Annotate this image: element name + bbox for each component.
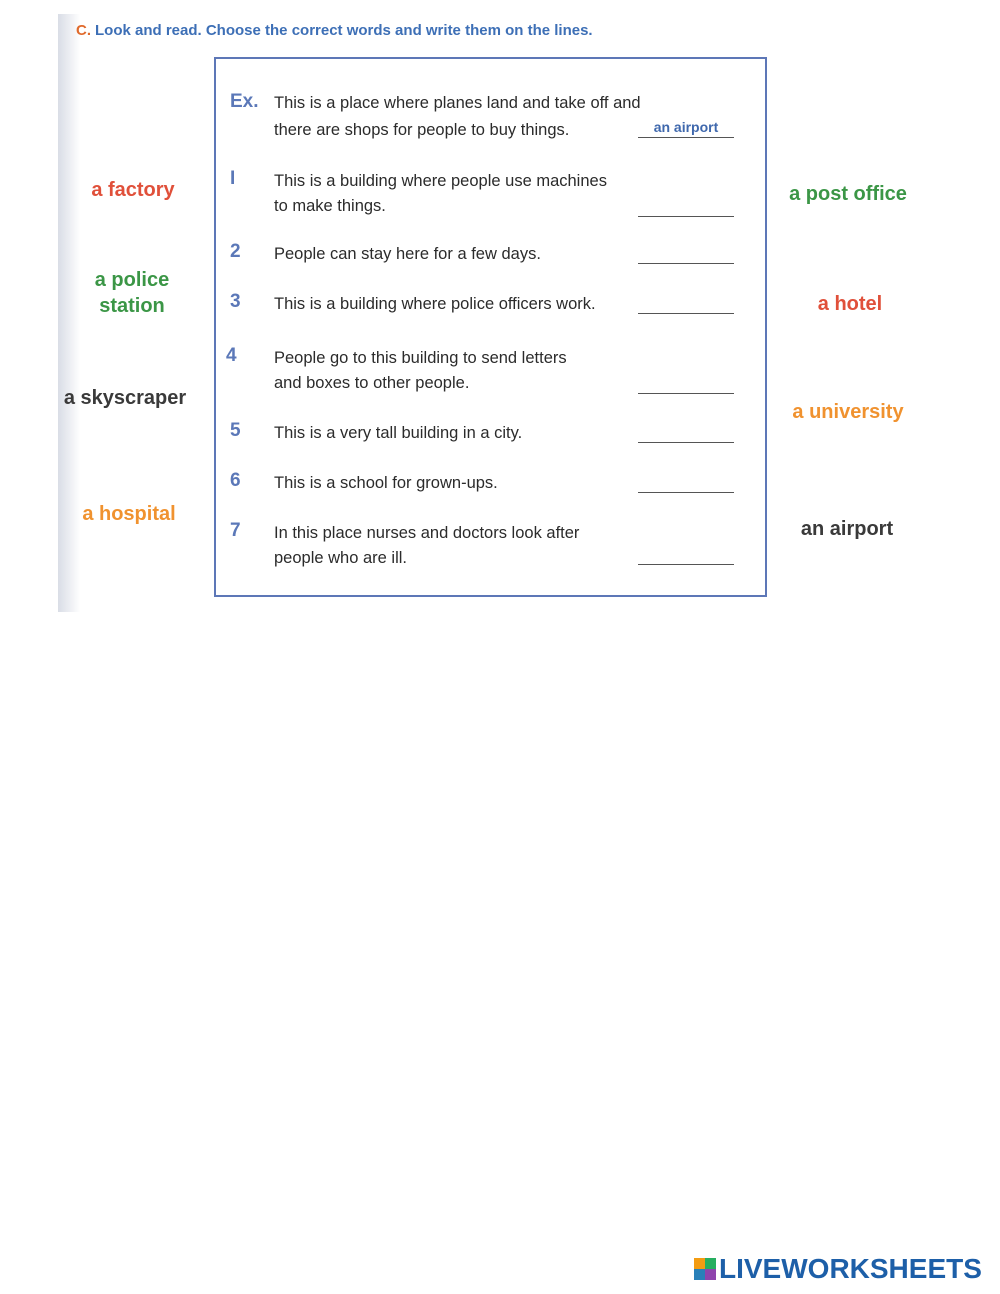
liveworksheets-logo-icon [694,1258,716,1280]
item-line-2: people who are ill. [274,549,407,567]
liveworksheets-brand [694,1253,982,1285]
word-a-skyscraper: a skyscraper [63,387,187,409]
section-letter: C. [76,22,91,39]
item-line-1: This is a very tall building in a city. [274,424,523,442]
item-line-2: to make things. [274,197,386,215]
answer-input-7[interactable] [638,546,734,565]
answer-line [638,137,734,138]
instruction-text: Look and read. Choose the correct words and write them on the lines. [95,22,593,39]
answer-input-4[interactable] [638,375,734,394]
item-number: 5 [230,420,241,441]
item-line-1: People go to this building to send letters [274,349,567,367]
item-number: 4 [226,345,237,366]
item-line-1: This is a place where planes land and take off and [274,94,641,112]
answer-input-5[interactable] [638,424,734,443]
answer-input-6[interactable] [638,474,734,493]
word-a-university: a university [792,401,904,423]
instruction [76,22,593,39]
word-a-factory: a factory [91,179,175,201]
item-line-1: This is a building where police officers work. [274,295,596,313]
answer-input-1[interactable] [638,198,734,217]
answer-input-3[interactable] [638,295,734,314]
brand-text: LIVEWORKSHEETS [719,1253,982,1284]
item-line-1: This is a school for grown-ups. [274,474,498,492]
item-line-1: People can stay here for a few days. [274,245,541,263]
item-number: Ex. [230,91,259,112]
item-number: 6 [230,470,241,491]
item-number: 2 [230,241,241,262]
item-line-2: there are shops for people to buy things. [274,121,570,139]
answer-input-2[interactable] [638,245,734,264]
word-a-hospital: a hospital [82,503,176,525]
word-a-post-office: a post office [789,183,907,205]
item-number: 7 [230,520,241,541]
item-number: 3 [230,291,241,312]
example-answer: an airport [653,119,719,135]
item-line-1: This is a building where people use machines [274,172,607,190]
word-a-police-station: a police station [94,269,170,317]
item-line-2: and boxes to other people. [274,374,470,392]
word-an-airport: an airport [800,518,894,540]
word-a-hotel: a hotel [817,293,883,315]
questions-box [214,57,767,597]
item-line-1: In this place nurses and doctors look after [274,524,580,542]
item-number: I [230,168,236,189]
